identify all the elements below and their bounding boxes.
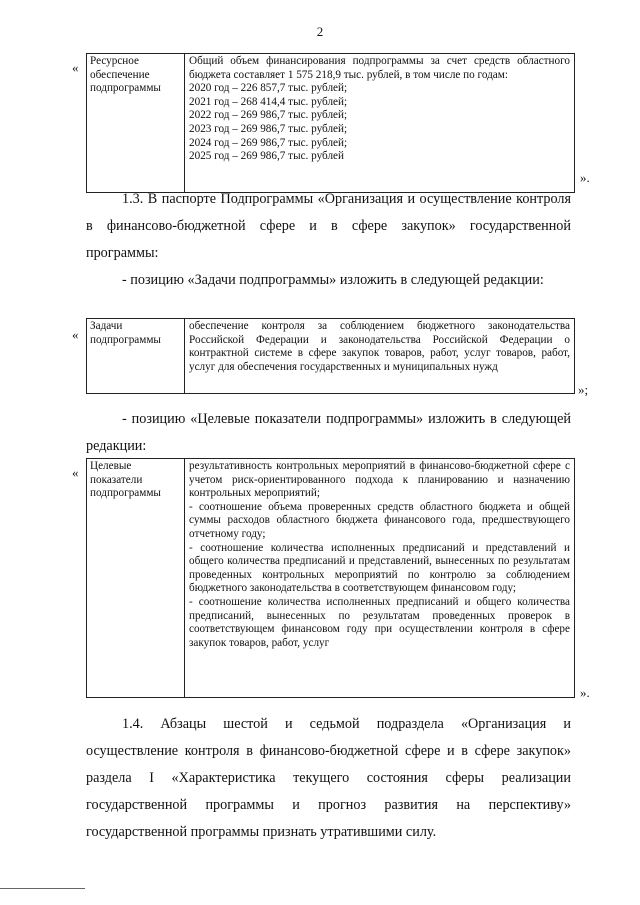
targets-table-line: - соотношение объема проверенных средств областного бюджета и общей суммы расходов областного бюджета финансового года, предшествующего отчетному году; — [189, 500, 570, 540]
table2-close-quote: »; — [578, 382, 589, 397]
paragraph-targets-position-text: - позицию «Целевые показатели подпрограммы» изложить в следующей редакции: — [86, 411, 571, 454]
paragraph-tasks-position-text: - позицию «Задачи подпрограммы» изложить в следующей редакции: — [122, 272, 544, 288]
resource-table-line: 2024 год – 269 986,7 тыс. рублей; — [189, 136, 348, 149]
tasks-table-line: обеспечение контроля за соблюдением бюджетного законодательства Российской Федерации и законодательства Российской Федерации о контрактной системе в сфере закупок товаров, работ, услуг товаров, работ, услуг для обеспечения государственных и муниципальных нужд — [189, 320, 570, 373]
resource-table-line: 2023 год – 269 986,7 тыс. рублей; — [189, 122, 348, 135]
targets-table-line: - соотношение количества исполненных предписаний и представлений и общего количества предписаний и представлений, вынесенных по результатам проведенных контрольных мероприятий по контролю за соблюдением бюджетного законодательства в соответствующем финансовом году; — [189, 541, 570, 595]
table3-open-quote: « — [72, 465, 79, 480]
paragraph-targets-position — [86, 406, 571, 460]
table1-close-quote: ». — [580, 170, 590, 185]
targets-table-line: - соотношение количества исполненных предписаний и общего количества предписаний, вынесенных по результатам проведенных проверок в соответствующем финансовом году при осуществлении контроля в сфере закупок товаров, работ, услуг — [189, 595, 570, 649]
page-number: 2 — [316, 24, 324, 39]
paragraph-1-4 — [86, 711, 571, 846]
resource-table-content — [185, 54, 574, 192]
resource-table-line: 2022 год – 269 986,7 тыс. рублей; — [189, 109, 348, 122]
paragraph-1-4-text: 1.4. Абзацы шестой и седьмой подраздела «Организация и осуществление контроля в финансово-бюджетной сфере и в сфере закупок» раздела I «Характеристика текущего состояния сферы реализации государственной программы и прогноз развития на перспективу» государственной программы признать утратившими силу. — [86, 716, 571, 840]
resource-table-line: Общий объем финансирования подпрограммы за счет средств областного бюджета составляет 1 575 218,9 тыс. рублей, в том числе по годам: — [189, 55, 570, 81]
paragraph-1-3 — [86, 186, 571, 267]
tasks-table — [86, 318, 575, 394]
table1-open-quote: « — [72, 60, 79, 75]
targets-table-label: Целевые показатели подпрограммы — [87, 459, 185, 697]
table3-close-quote: ». — [580, 685, 590, 700]
tasks-table-content — [185, 319, 574, 393]
resource-table — [86, 53, 575, 193]
footer-rule — [0, 888, 85, 889]
resource-table-line: 2021 год – 268 414,4 тыс. рублей; — [189, 95, 348, 108]
resource-table-label: Ресурсное обеспечение подпрограммы — [87, 54, 185, 192]
paragraph-tasks-position — [86, 267, 571, 294]
table2-open-quote: « — [72, 327, 79, 342]
targets-table-line: результативность контрольных мероприятий в финансово-бюджетной сфере с учетом риск-ориентированного подхода к планированию и назначению контрольных мероприятий; — [189, 460, 570, 500]
targets-table-content — [185, 459, 574, 697]
paragraph-1-3-text: 1.3. В паспорте Подпрограммы «Организация и осуществление контроля в финансово-бюджетной сфере и в сфере закупок» государственной программы: — [86, 191, 571, 261]
tasks-table-label: Задачи подпрограммы — [87, 319, 185, 393]
targets-table — [86, 458, 575, 698]
resource-table-line: 2025 год – 269 986,7 тыс. рублей — [189, 150, 344, 163]
resource-table-line: 2020 год – 226 857,7 тыс. рублей; — [189, 82, 348, 95]
